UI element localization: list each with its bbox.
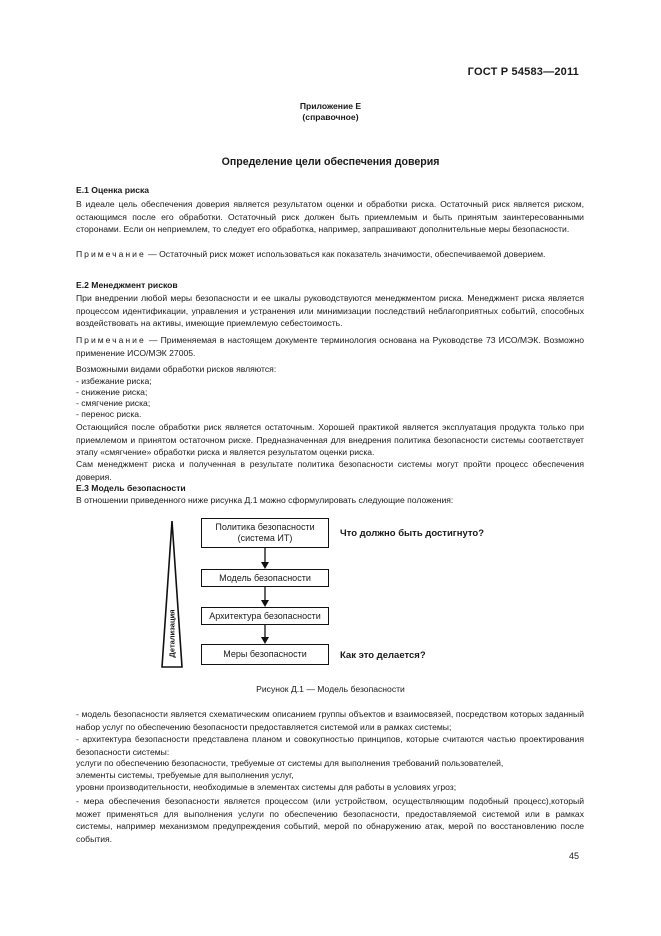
list-item: - перенос риска.	[76, 409, 142, 419]
note-e1	[76, 248, 584, 261]
section-heading-e3: Е.3 Модель безопасности	[76, 483, 186, 493]
question-what: Что должно быть достигнуто?	[340, 528, 485, 539]
paragraph-model-def: - модель безопасности является схематическим описанием группы объектов и взаимосвязей, посредством которых заданный набор услуг по обеспечению безопасности предоставляется системой или в рамках системы;	[76, 709, 584, 732]
risk-kinds-intro: Возможными видами обработки рисков являются:	[76, 364, 277, 374]
question-how: Как это делается?	[340, 650, 426, 661]
list-item: - смягчение риска;	[76, 398, 151, 408]
box-security-measures: Меры безопасности	[201, 644, 329, 665]
list-item: уровни производительности, необходимые в элементах системы для работы в условиях угроз;	[76, 782, 457, 792]
box-security-policy: Политика безопасности (система ИТ)	[201, 518, 329, 548]
standard-header: ГОСТ Р 54583—2011	[467, 66, 579, 78]
paragraph-e2: При внедрении любой меры безопасности и ее шкалы руководствуются менеджментом риска. Менеджмент риска является процессом идентификации, управления и устранения или минимизации последствий неблагоприятных событий, способных воздействовать на активы, имеющие приемлемую себестоимость.	[76, 293, 584, 328]
vertical-label-wrap	[164, 605, 180, 665]
annex-type: (справочное)	[302, 112, 359, 122]
arrow-head	[261, 600, 269, 607]
box-security-architecture: Архитектура безопасности	[201, 607, 329, 625]
note-text: — Остаточный риск может использоваться как показатель значимости, обеспечиваемой доверием.	[148, 249, 546, 259]
detail-label: Детализация	[167, 609, 177, 658]
figure-intro: В отношении приведенного ниже рисунка Д.1 можно сформулировать следующие положения:	[76, 495, 454, 505]
note-e2	[76, 334, 584, 359]
paragraph-architecture-def: - архитектура безопасности представлена планом и совокупностью принципов, которые считаются частью проектирования безопасности системы:	[76, 734, 584, 757]
arrow-head	[261, 562, 269, 569]
list-item: - снижение риска;	[76, 387, 148, 397]
note-label: Примечание	[76, 249, 146, 259]
note-label: Примечание	[76, 335, 146, 345]
box-security-model: Модель безопасности	[201, 569, 329, 587]
arrow-head	[261, 637, 269, 644]
figure-caption: Рисунок Д.1 — Модель безопасности	[256, 684, 405, 694]
list-item: элементы системы, требуемые для выполнения услуг,	[76, 770, 294, 780]
page-number: 45	[568, 851, 579, 861]
list-item: услуги по обеспечению безопасности, требуемые от системы для выполнения требований пользователей,	[76, 758, 504, 768]
note-text: — Применяемая в настоящем документе терминология основана на Руководстве 73 ИСО/МЭК. Возможно применение ИСО/МЭК 27005.	[76, 335, 584, 358]
security-model-figure	[150, 515, 510, 675]
paragraph-measure-def: - мера обеспечения безопасности является процессом (или устройством, осуществляющим подобный процесс),который может применяться для выполнения услуги по обеспечению безопасности, предоставляемой системой или в рамках системы, например механизмом предупреждения событий, мерой по обнаружению атак, мерой по восстановлению после события.	[76, 796, 584, 844]
paragraph-e2-residual: Остающийся после обработки риск является остаточным. Хорошей практикой является эксплуатация продукта только при приемлемом и принятом остаточном риске. Предназначенная для внедрения политика безопасности системы соответствует этапу «смягчение» обработки риска и является результатом оценки риска.	[76, 422, 584, 457]
section-heading-e2: Е.2 Менеджмент рисков	[76, 280, 178, 290]
document-title: Определение цели обеспечения доверия	[221, 156, 440, 168]
list-item: - избежание риска;	[76, 376, 152, 386]
section-heading-e1: Е.1 Оценка риска	[76, 185, 150, 195]
paragraph-e2-assurance: Сам менеджмент риска и полученная в результате политика безопасности системы могут пройти процесс обеспечения доверия.	[76, 459, 584, 482]
paragraph-e1-text: В идеале цель обеспечения доверия является результатом оценки и обработки риска. Остаточный риск является риском, остающимся после его обработки. Остаточный риск должен быть приемлемым и быть принятым заинтересованными сторонами. Если он неприемлем, то следует его обработка, например, запрашивают дополнительные меры безопасности.	[76, 199, 584, 234]
annex-name: Приложение Е	[299, 101, 362, 111]
paragraph-e1	[76, 198, 584, 236]
